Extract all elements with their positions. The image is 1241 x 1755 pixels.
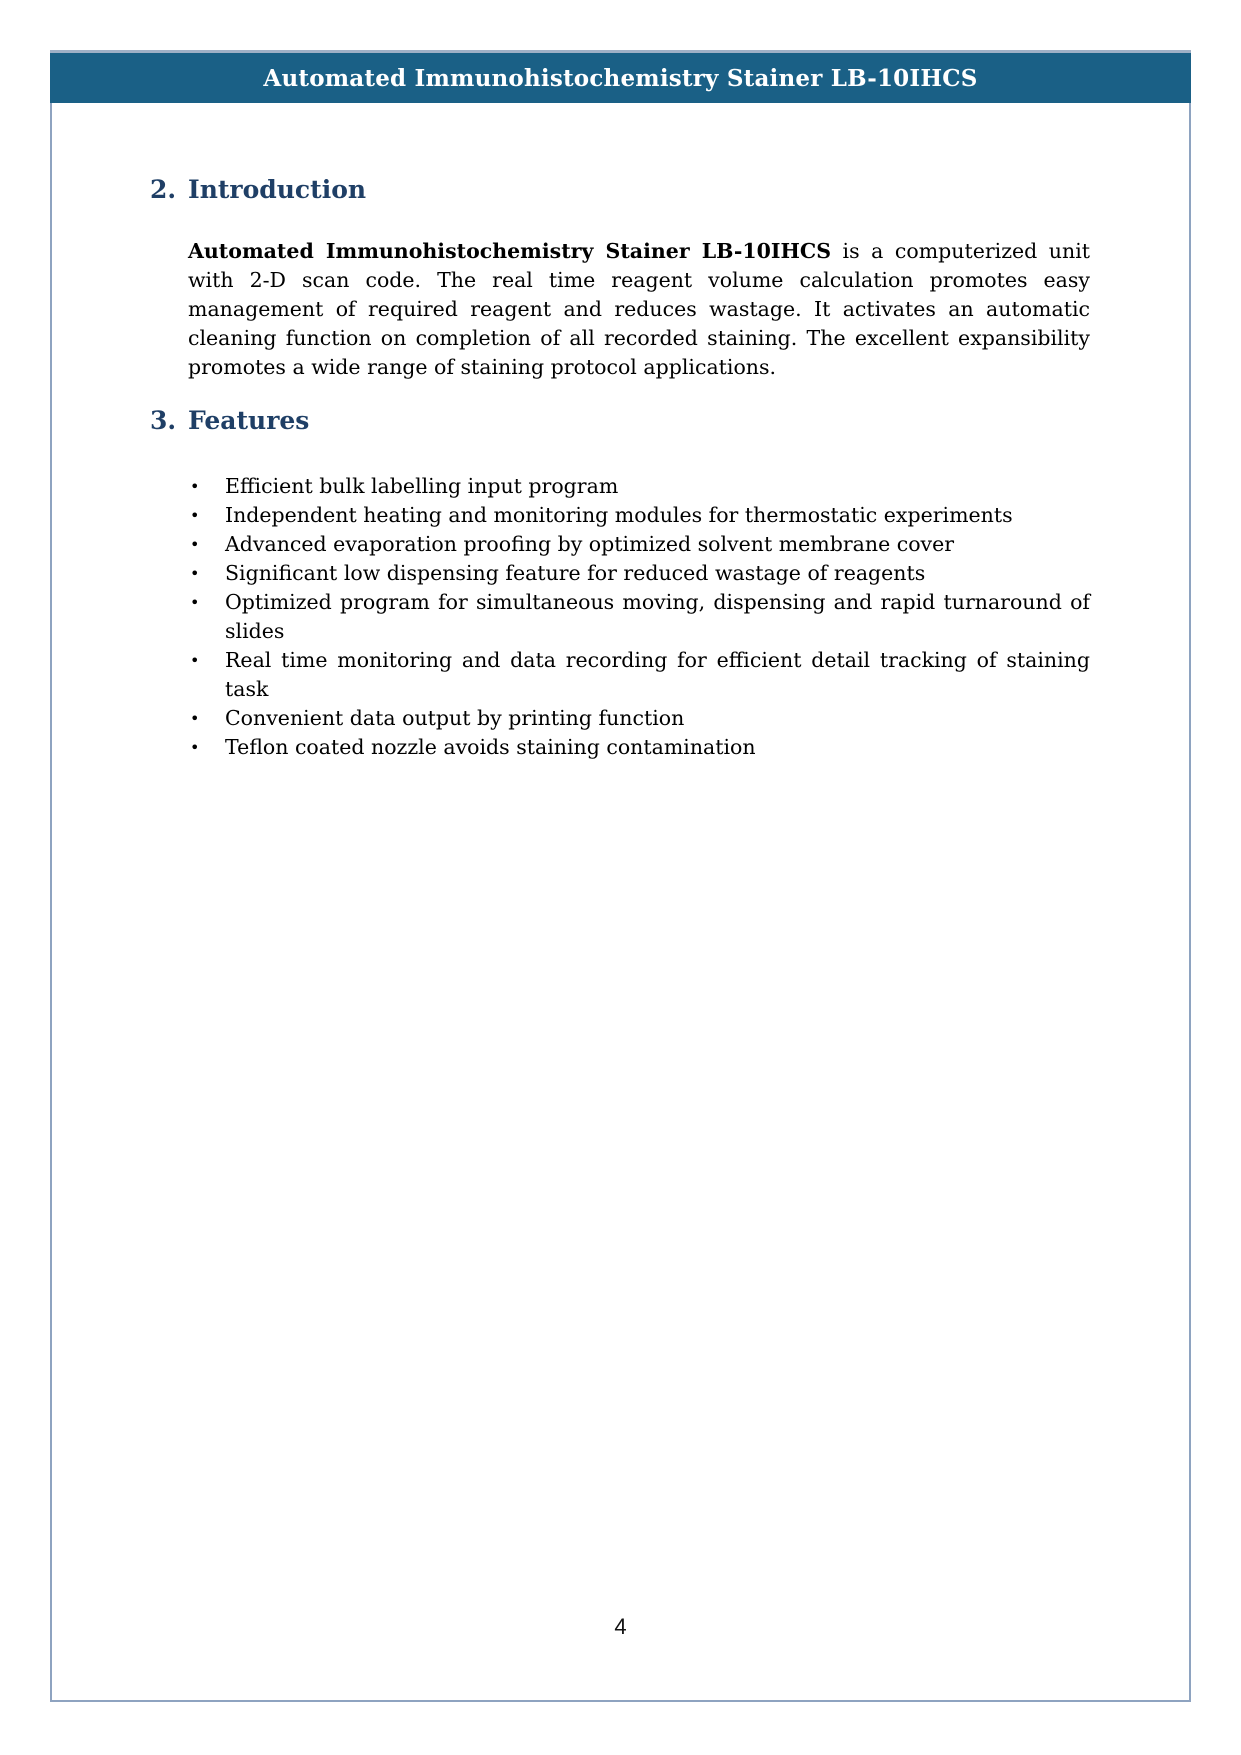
section-heading-introduction	[150, 175, 1090, 215]
section-number: 2.	[150, 175, 177, 204]
bullet-icon: •	[190, 535, 200, 554]
list-item	[188, 530, 1090, 559]
bullet-icon: •	[190, 564, 200, 583]
feature-text: Convenient data output by printing function	[225, 706, 685, 730]
bullet-icon: •	[190, 738, 200, 757]
list-item	[188, 646, 1090, 704]
section-number: 3.	[150, 406, 177, 435]
page-number: 4	[614, 1614, 627, 1639]
introduction-paragraph	[188, 237, 1090, 382]
bullet-icon: •	[190, 651, 200, 670]
feature-text: Independent heating and monitoring modules for thermostatic experiments	[225, 503, 1013, 527]
section-title: Features	[188, 406, 310, 435]
page-content	[150, 175, 1090, 762]
product-name: Automated Immunohistochemistry Stainer LB-10IHCS	[188, 239, 832, 263]
feature-text: Advanced evaporation proofing by optimized solvent membrane cover	[225, 532, 955, 556]
section-title: Introduction	[188, 175, 367, 204]
bullet-icon: •	[190, 593, 200, 612]
list-item	[188, 501, 1090, 530]
feature-text: Significant low dispensing feature for reduced wastage of reagents	[225, 561, 926, 585]
feature-text: Optimized program for simultaneous moving, dispensing and rapid turnaround of slides	[225, 590, 1090, 643]
list-item	[188, 559, 1090, 588]
bullet-icon: •	[190, 506, 200, 525]
feature-text: Efficient bulk labelling input program	[225, 474, 619, 498]
feature-text: Teflon coated nozzle avoids staining contamination	[225, 735, 756, 759]
list-item	[188, 733, 1090, 762]
bullet-icon: •	[190, 709, 200, 728]
introduction-body: is a computerized unit with 2-D scan code. The real time reagent volume calculation promotes easy management of required reagent and reduces wastage. It activates an automatic cleaning function on completion of all recorded staining. The excellent expansibility promotes a wide range of staining protocol applications.	[188, 239, 1090, 379]
list-item	[188, 704, 1090, 733]
bullet-icon: •	[190, 477, 200, 496]
section-heading-features	[150, 406, 1090, 446]
header-bar	[50, 50, 1191, 103]
document-title: Automated Immunohistochemistry Stainer LB-10IHCS	[263, 64, 978, 92]
list-item	[188, 472, 1090, 501]
list-item	[188, 588, 1090, 646]
feature-text: Real time monitoring and data recording for efficient detail tracking of staining task	[225, 648, 1090, 701]
features-list	[188, 472, 1090, 762]
